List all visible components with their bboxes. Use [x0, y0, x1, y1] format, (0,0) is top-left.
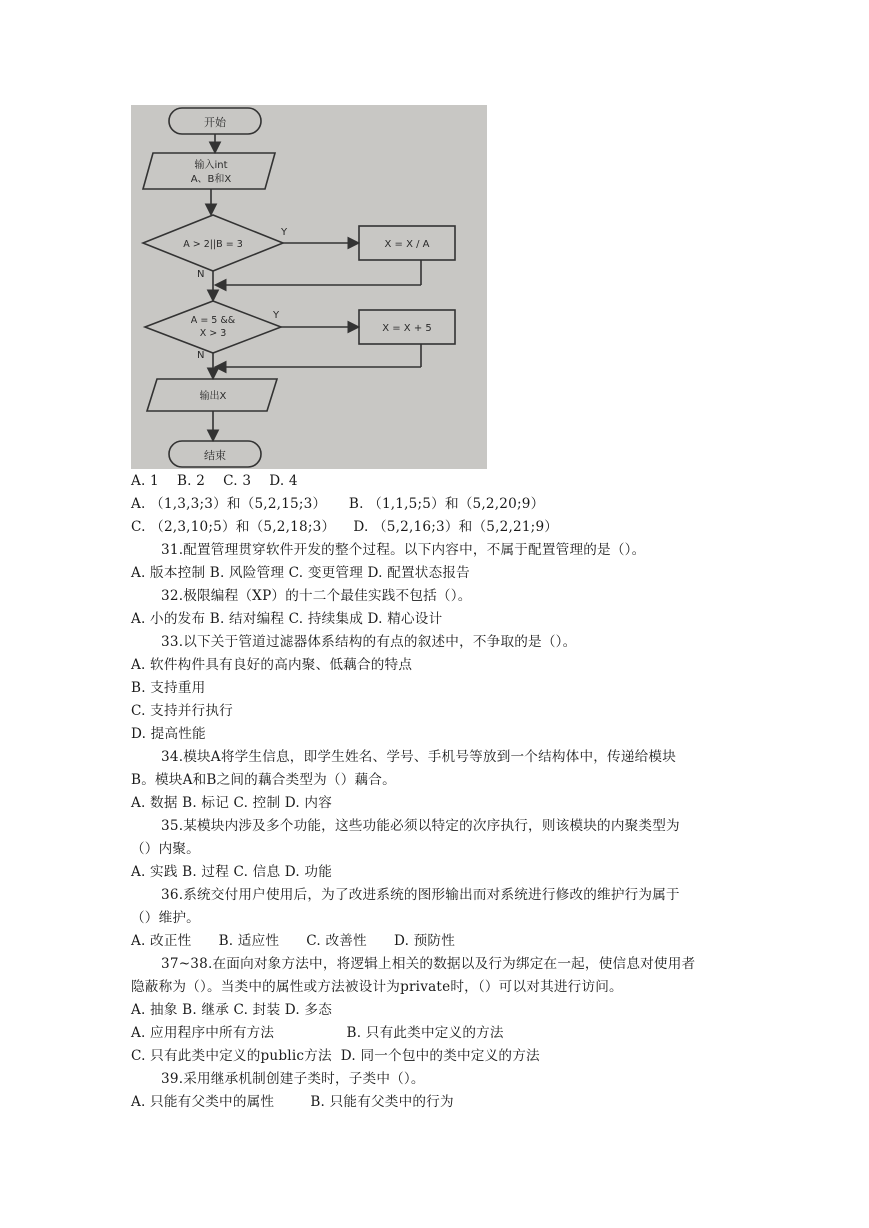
text-line: A. 抽象 B. 继承 C. 封装 D. 多态	[131, 1002, 333, 1018]
text-line: （）维护。	[131, 910, 200, 926]
text-line: A. 应用程序中所有方法 B. 只有此类中定义的方法	[131, 1025, 504, 1041]
output-label: 输出X	[199, 391, 227, 402]
text-line: C. （2,3,10;5）和（5,2,18;3） D. （5,2,16;3）和（5,2,21;9）	[131, 519, 559, 535]
text-line: D. 提高性能	[131, 726, 206, 742]
question-32: 32.极限编程（XP）的十二个最佳实践不包括（）。	[161, 588, 472, 604]
yes-label-1: Y	[281, 227, 288, 238]
text-line: 隐蔽称为（）。当类中的属性或方法被设计为private时，（）可以对其进行访问。	[131, 979, 623, 995]
text-line: C. 只有此类中定义的public方法 D. 同一个包中的类中定义的方法	[131, 1048, 540, 1064]
process-1-label: X = X / A	[384, 239, 430, 250]
text-line: A. 小的发布 B. 结对编程 C. 持续集成 D. 精心设计	[131, 611, 443, 627]
flowchart-photo	[131, 105, 487, 469]
question-36: 36.系统交付用户使用后，为了改进系统的图形输出而对系统进行修改的维护行为属于	[161, 887, 680, 903]
input-line1: 输入int	[194, 160, 228, 171]
condition-2-line1: A = 5 &&	[190, 315, 236, 326]
flowchart-diagram	[131, 105, 487, 469]
text-line: B. 支持重用	[131, 680, 206, 696]
text-line: A. 数据 B. 标记 C. 控制 D. 内容	[131, 795, 333, 811]
question-31: 31.配置管理贯穿软件开发的整个过程。以下内容中，不属于配置管理的是（）。	[161, 542, 646, 558]
start-label: 开始	[204, 116, 226, 129]
text-line: A. （1,3,3;3）和（5,2,15;3） B. （1,1,5;5）和（5,2,20;9）	[131, 496, 545, 512]
condition-1-label: A > 2||B = 3	[183, 239, 243, 250]
text-line: （）内聚。	[131, 841, 200, 857]
question-39: 39.采用继承机制创建子类时，子类中（）。	[161, 1071, 425, 1087]
text-line: A. 实践 B. 过程 C. 信息 D. 功能	[131, 864, 333, 880]
yes-label-2: Y	[273, 310, 280, 321]
question-text	[131, 470, 741, 1114]
text-line: A. 改正性 B. 适应性 C. 改善性 D. 预防性	[131, 933, 456, 949]
question-33: 33.以下关于管道过滤器体系结构的有点的叙述中，不争取的是（）。	[161, 634, 577, 650]
text-line: A. 版本控制 B. 风险管理 C. 变更管理 D. 配置状态报告	[131, 565, 470, 581]
text-line: A. 1 B. 2 C. 3 D. 4	[131, 473, 298, 489]
question-37-38: 37~38.在面向对象方法中，将逻辑上相关的数据以及行为绑定在一起，使信息对使用者	[161, 956, 696, 972]
input-line2: A、B和X	[190, 174, 232, 185]
no-label-1: N	[197, 269, 205, 280]
text-line: A. 只能有父类中的属性 B. 只能有父类中的行为	[131, 1094, 454, 1110]
process-2-label: X = X + 5	[382, 323, 432, 334]
text-line: A. 软件构件具有良好的高内聚、低藕合的特点	[131, 657, 413, 673]
question-34: 34.模块A将学生信息，即学生姓名、学号、手机号等放到一个结构体中，传递给模块	[161, 749, 677, 765]
no-label-2: N	[197, 350, 205, 361]
text-line: C. 支持并行执行	[131, 703, 233, 719]
end-label: 结束	[204, 449, 226, 462]
question-35: 35.某模块内涉及多个功能，这些功能必须以特定的次序执行，则该模块的内聚类型为	[161, 818, 680, 834]
condition-2-line2: X > 3	[199, 328, 227, 339]
text-line: B。模块A和B之间的藕合类型为（）藕合。	[131, 772, 396, 788]
